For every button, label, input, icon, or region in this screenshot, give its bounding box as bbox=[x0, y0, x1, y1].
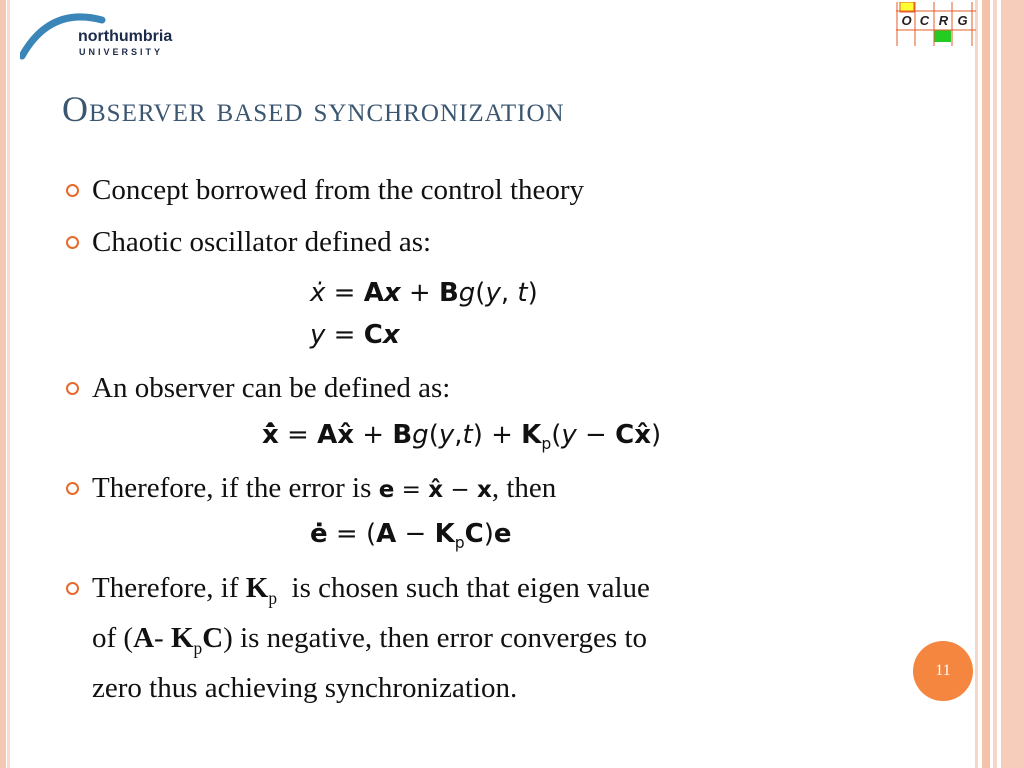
equation-error-dynamics: ė = $(A - K_pC)e$ bbox=[310, 519, 512, 553]
bullet-text-suffix: , then bbox=[491, 472, 557, 504]
bullet-text: zero thus achieving synchronization. bbox=[92, 671, 518, 704]
ocrg-letter-o: O bbox=[901, 13, 912, 28]
logo-subtitle: UNIVERSITY bbox=[79, 47, 164, 57]
equation-state: ẋ = Ax + Bg(y, t) bbox=[310, 278, 538, 308]
ocrg-letter-r: R bbox=[938, 13, 949, 28]
bullet-text: Therefore, if the error is bbox=[92, 472, 372, 504]
bullet-text: Therefore, if bbox=[92, 572, 239, 604]
logo-wordmark: northumbria bbox=[78, 28, 173, 45]
bullet-text: Concept borrowed from the control theory bbox=[92, 174, 585, 206]
bullet-marker-icon bbox=[66, 482, 79, 495]
right-border-stripe-3 bbox=[993, 0, 997, 768]
slide-title: Observer based synchronization bbox=[62, 89, 565, 129]
left-border-stripe-thin bbox=[7, 0, 10, 768]
right-border-stripe-2 bbox=[982, 0, 990, 768]
bullet-text: An observer can be defined as: bbox=[92, 372, 451, 404]
bullet-marker-icon bbox=[66, 184, 79, 197]
ocrg-badge bbox=[896, 2, 976, 46]
northumbria-logo bbox=[20, 6, 173, 60]
bullet-text: ) is negative, then error converges to bbox=[223, 621, 648, 654]
bullet-marker-icon bbox=[66, 236, 79, 249]
bullet-text: Chaotic oscillator defined as: bbox=[92, 226, 432, 258]
error-equation-image: e = x̂ − x bbox=[378, 477, 492, 503]
bullet-text: is chosen such that eigen value bbox=[291, 572, 650, 604]
right-border-stripe-4 bbox=[1001, 0, 1024, 768]
right-border-stripe-1 bbox=[975, 0, 978, 768]
page-number-badge: 11 bbox=[913, 641, 973, 701]
bullet-text: of ( bbox=[92, 621, 134, 654]
left-border-stripe bbox=[0, 0, 6, 768]
equation-observer: x̂̇ = Ax̂ + $Bg(y,t) + K_p(y$ − Cx̂) bbox=[262, 420, 662, 454]
equation-output: y = Cx bbox=[310, 320, 400, 350]
bullet-marker-icon bbox=[66, 382, 79, 395]
bullet-marker-icon bbox=[66, 582, 79, 595]
ocrg-letter-g: G bbox=[957, 13, 968, 28]
ocrg-letter-c: C bbox=[919, 13, 930, 28]
